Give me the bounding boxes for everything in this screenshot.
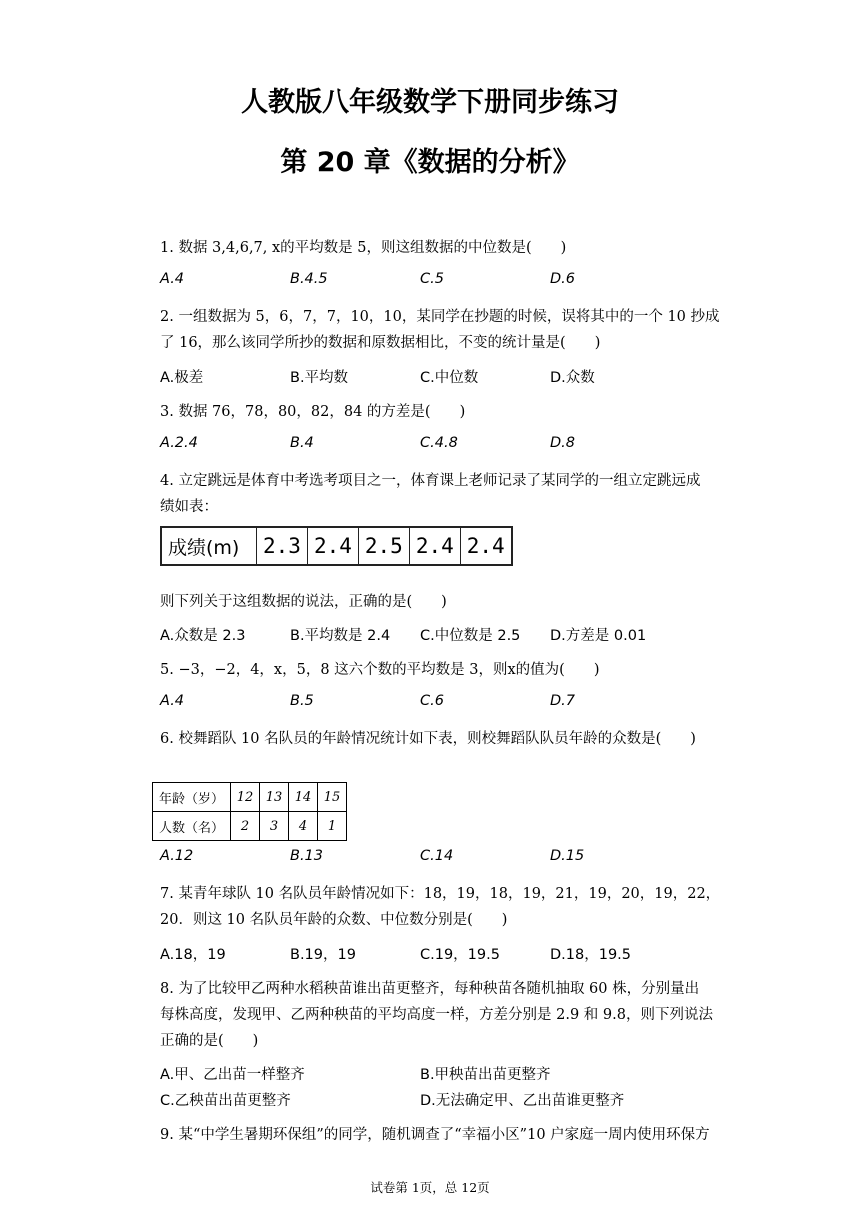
- q3-option-c: C.4.8: [420, 435, 458, 451]
- question-1: 1. 数据 3,4,6,7, x的平均数是 5，则这组数据的中位数是( ): [160, 240, 567, 256]
- q2-option-a: A.极差: [160, 370, 204, 386]
- q1-option-a: A.4: [160, 271, 185, 287]
- question-6: 6. 校舞蹈队 10 名队员的年龄情况统计如下表，则校舞蹈队队员年龄的众数是( ): [160, 731, 696, 747]
- q5-option-a: A.4: [160, 693, 185, 709]
- q3-option-b: B.4: [290, 435, 314, 451]
- q2-option-c: C.中位数: [420, 370, 479, 386]
- question-4-line-2: 绩如表：: [160, 499, 218, 515]
- q4-option-a: A.众数是 2.3: [160, 628, 246, 644]
- q8-option-d: D.无法确定甲、乙出苗谁更整齐: [420, 1093, 625, 1109]
- question-8-line-1: 8. 为了比较甲乙两种水稻秧苗谁出苗更整齐，每种秧苗各随机抽取 60 株，分别量出: [160, 981, 700, 997]
- table-header-cell: 年龄（岁）: [153, 783, 231, 812]
- table-cell: 2.4: [307, 527, 358, 565]
- q4-option-b: B.平均数是 2.4: [290, 628, 391, 644]
- q4-option-c: C.中位数是 2.5: [420, 628, 521, 644]
- question-9-line-1: 9. 某“中学生暑期环保组”的同学，随机调查了“幸福小区”10 户家庭一周内使用环保方: [160, 1127, 710, 1143]
- table-cell: 13: [260, 783, 289, 812]
- table-row: [153, 812, 347, 841]
- chapter-title: 第 20 章《数据的分析》: [280, 147, 580, 178]
- q5-option-d: D.7: [550, 693, 575, 709]
- question-2-line-2: 了 16，那么该同学所抄的数据和原数据相比，不变的统计量是( ): [160, 335, 601, 351]
- q6-option-d: D.15: [550, 848, 585, 864]
- q2-option-b: B.平均数: [290, 370, 349, 386]
- question-5: 5. −3，−2，4，x，5，8 这六个数的平均数是 3，则x的值为( ): [160, 662, 600, 678]
- q6-option-c: C.14: [420, 848, 454, 864]
- page-footer: 试卷第 1页，总 12页: [370, 1180, 490, 1195]
- table-cell: 14: [289, 783, 318, 812]
- q1-option-b: B.4.5: [290, 271, 328, 287]
- q6-option-a: A.12: [160, 848, 194, 864]
- q3-option-d: D.8: [550, 435, 575, 451]
- question-8-line-3: 正确的是( ): [160, 1033, 259, 1049]
- question-4-line-1: 4. 立定跳远是体育中考选考项目之一，体育课上老师记录了某同学的一组立定跳远成: [160, 473, 701, 489]
- jump-scores-table: [160, 526, 513, 566]
- table-row: [161, 527, 512, 565]
- q5-option-c: C.6: [420, 693, 444, 709]
- table-header-cell: 成绩(m): [161, 527, 257, 565]
- question-2-line-1: 2. 一组数据为 5，6，7，7，10，10，某同学在抄题的时候，误将其中的一个 10 抄成: [160, 309, 720, 325]
- table-cell: 3: [260, 812, 289, 841]
- q6-option-b: B.13: [290, 848, 324, 864]
- q3-option-a: A.2.4: [160, 435, 198, 451]
- question-3: 3. 数据 76，78，80，82，84 的方差是( ): [160, 404, 466, 420]
- table-row: [153, 783, 347, 812]
- q8-option-a: A.甲、乙出苗一样整齐: [160, 1067, 305, 1083]
- table-cell: 4: [289, 812, 318, 841]
- table-cell: 2.4: [460, 527, 511, 565]
- q7-option-b: B.19，19: [290, 947, 356, 963]
- table-cell: 2: [231, 812, 260, 841]
- q2-option-d: D.众数: [550, 370, 595, 386]
- q5-option-b: B.5: [290, 693, 314, 709]
- question-4-line-3: 则下列关于这组数据的说法，正确的是( ): [160, 594, 447, 610]
- q7-option-c: C.19，19.5: [420, 947, 500, 963]
- question-8-line-2: 每株高度，发现甲、乙两种秧苗的平均高度一样，方差分别是 2.9 和 9.8，则下列说法: [160, 1007, 713, 1023]
- table-cell: 1: [318, 812, 347, 841]
- q1-option-d: D.6: [550, 271, 575, 287]
- q1-option-c: C.5: [420, 271, 444, 287]
- table-cell: 12: [231, 783, 260, 812]
- table-cell: 2.5: [358, 527, 409, 565]
- age-table: [152, 782, 347, 841]
- table-cell: 15: [318, 783, 347, 812]
- table-header-cell: 人数（名）: [153, 812, 231, 841]
- q7-option-a: A.18，19: [160, 947, 226, 963]
- q8-option-c: C.乙秧苗出苗更整齐: [160, 1093, 291, 1109]
- table-cell: 2.3: [257, 527, 308, 565]
- question-7-line-2: 20．则这 10 名队员年龄的众数、中位数分别是( ): [160, 912, 508, 928]
- q4-option-d: D.方差是 0.01: [550, 628, 647, 644]
- table-cell: 2.4: [409, 527, 460, 565]
- q7-option-d: D.18，19.5: [550, 947, 632, 963]
- q8-option-b: B.甲秧苗出苗更整齐: [420, 1067, 551, 1083]
- document-title: 人教版八年级数学下册同步练习: [241, 87, 619, 118]
- question-7-line-1: 7. 某青年球队 10 名队员年龄情况如下：18，19，18，19，21，19，20，19，22，: [160, 886, 721, 902]
